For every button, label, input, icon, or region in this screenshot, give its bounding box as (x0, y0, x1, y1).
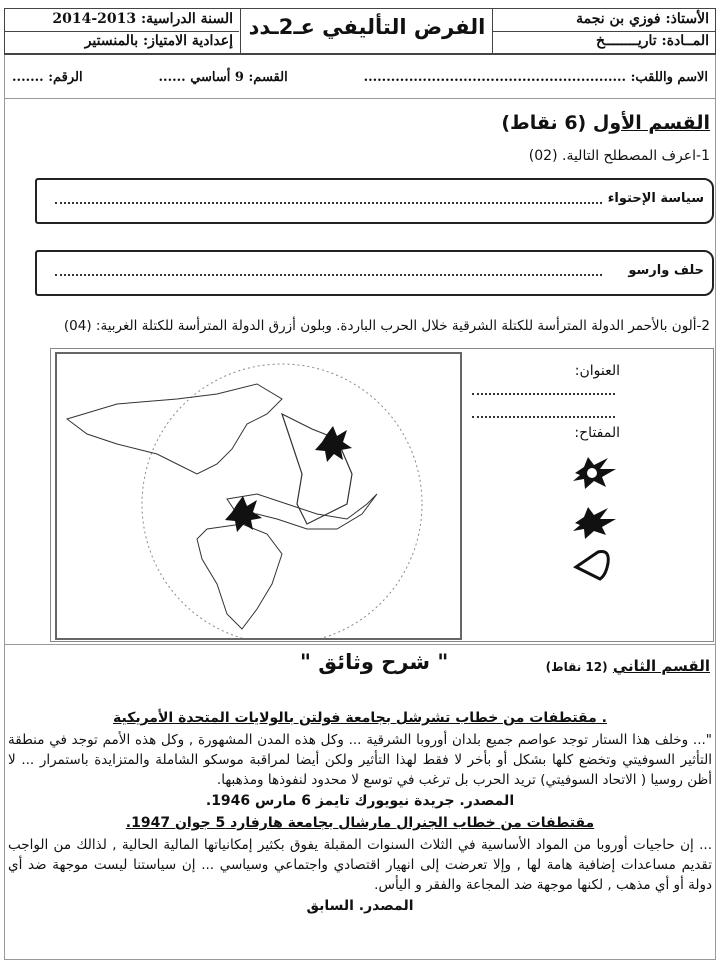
doc1-title-text: . مقتطفات من خطاب تشرشل بجامعة فولتن بالولايات المتحدة الأمريكية (112, 710, 607, 726)
term-label: حلف وارسو (628, 263, 704, 278)
doc1-source: المصدر. جريدة نيويورك تايمز 6 مارس 1946. (205, 793, 515, 809)
world-map[interactable] (55, 352, 462, 640)
documents-section (8, 708, 712, 917)
term-scroll-2[interactable] (35, 250, 714, 296)
doc2-text: ... إن حاجيات أوروبا من المواد الأساسية في الثلاث السنوات المقبلة يفوق بكثير إمكانياتها المالية الحالية , لذالك من الواجب تقديم مساعدات إضافية هامة لها , وإلا تعرضت إلى انهيار اقتصادي واجتماعي وسياسي ... إن سياستنا ليست موجهة ضد أي دولة أو أي مذهب , لكنها موجهة ضد المجاعة والفقر و اليأس. (8, 837, 712, 893)
student-class-field[interactable]: القسم: 9 أساسي ...... (158, 70, 288, 85)
school-year: السنة الدراسية: 2013-2014 (52, 11, 233, 27)
map-title-answer-line-2[interactable] (472, 416, 615, 418)
answer-dots (55, 202, 602, 204)
map-drawing (57, 354, 460, 638)
map-title-label: العنوان: (574, 363, 620, 379)
school-cell (5, 9, 239, 54)
question-1: 1-اعرف المصطلح التالية. (02) (528, 148, 710, 164)
title-cell (240, 9, 493, 54)
part2-subtitle: " شرح وثائق " (300, 650, 449, 674)
map-title-answer-line-1[interactable] (472, 393, 615, 395)
divider (4, 644, 716, 645)
doc1-title (8, 708, 712, 729)
doc2-title (8, 813, 712, 834)
doc2-title-text: مقتطفات من خطاب الجنرال مارشال بجامعة هارفارد 5 جوان 1947. (125, 815, 595, 831)
explosion-filled-icon (315, 426, 352, 462)
student-name-field[interactable]: الاسم واللقب: .......................................................... (363, 70, 708, 85)
map-key-icons (570, 455, 620, 585)
part2-heading (546, 657, 710, 675)
divider (4, 98, 716, 99)
teacher-name: الأستاذ: فوزي بن نجمة (576, 11, 709, 27)
term-scroll-1[interactable] (35, 178, 714, 224)
doc1-text: "... وخلف هذا الستار توجد عواصم جميع بلدان أوروبا الشرقية ... وكل هذه المدن المشهورة , وكل هذه الأمم توجد في منطقة التأثير السوفيتي وتخضع كلها بشكل أو بأخر لا فقط لهذا التأثير ولكن أيضا لمراقبة موسكو الشاملة والمتزايدة باستمرار ... لا أظن روسيا ( الاتحاد السوفيتي) تريد الحرب بل ترغب في توسع لا محدود لنفوذها ومذهبها. (8, 732, 712, 788)
term-label: سياسة الإحتواء (607, 191, 704, 206)
answer-dots (55, 274, 602, 276)
exam-title: الفرض التأليفي عـ2ـدد (248, 15, 486, 39)
subject: المــادة: تاريــــــــخ (596, 33, 709, 49)
doc2-source: المصدر. السابق (306, 898, 414, 914)
part1-title: القسم الأول (592, 112, 710, 134)
part1-points: (6 نقاط) (501, 112, 587, 134)
school-name: إعدادية الامتياز: بالمنستير (84, 33, 233, 49)
part2-title: القسم الثاني (612, 657, 710, 675)
student-number-field[interactable]: الرقم: ....... (12, 70, 83, 85)
explosion-outline-icon (573, 457, 616, 489)
header-table (4, 8, 716, 55)
student-info-row (12, 70, 708, 85)
part1-heading (501, 112, 710, 134)
teacher-cell (492, 9, 715, 54)
map-key-label: المفتاح: (574, 425, 620, 441)
explosion-filled-icon (573, 507, 616, 539)
blob-outline-icon (576, 551, 608, 579)
question-2: 2-ألون بالأحمر الدولة المترأسة للكتلة الشرقية خلال الحرب الباردة. وبلون أزرق الدولة المترأسة للكتلة الغربية: (04) (63, 318, 710, 334)
part2-points: (12 نقاط) (545, 660, 608, 674)
